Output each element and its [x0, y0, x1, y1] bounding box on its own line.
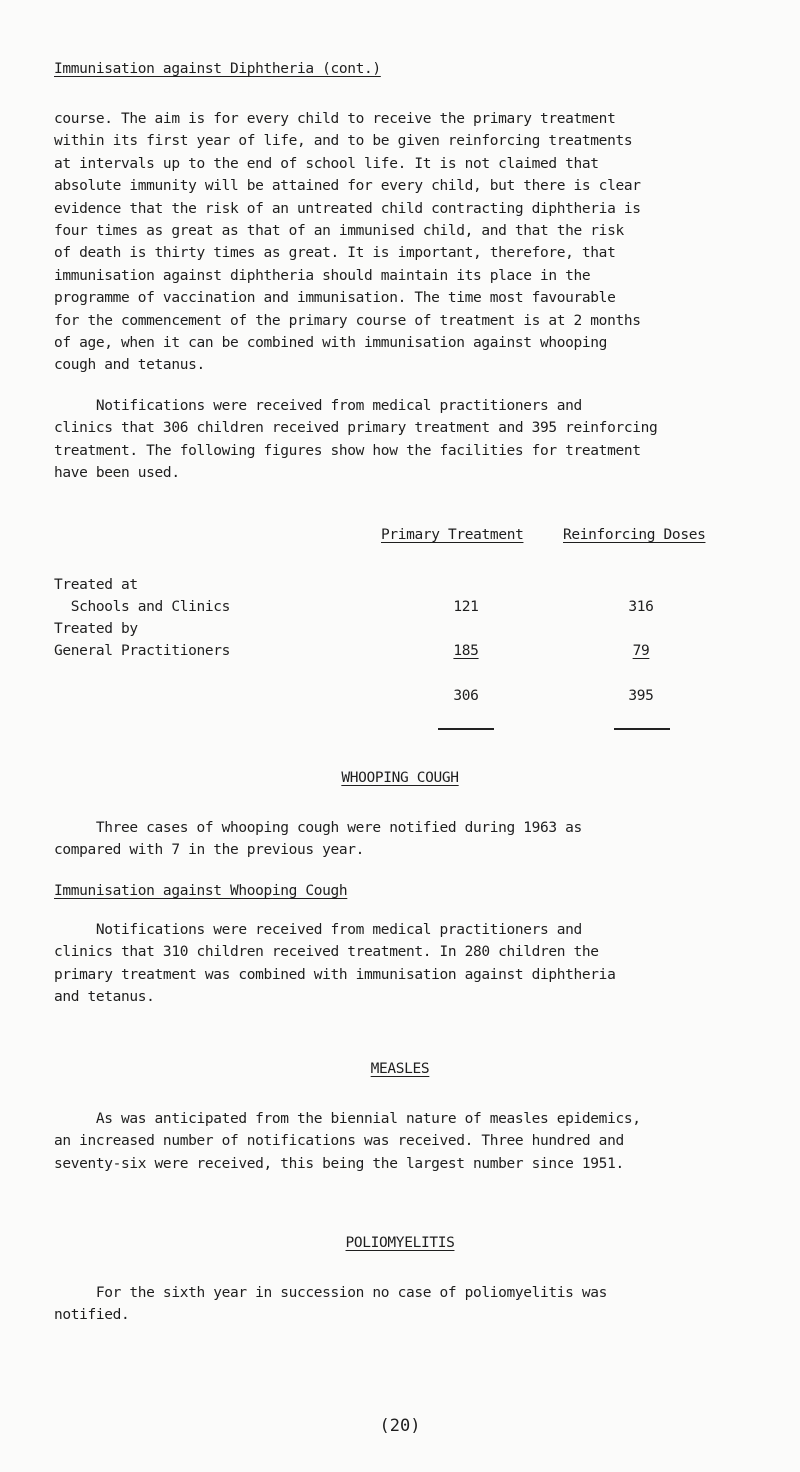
text-line: evidence that the risk of an untreated child contracting diphtheria is: [54, 200, 641, 217]
text-line: at intervals up to the end of school life. It is not claimed that: [54, 155, 599, 172]
text-line: seventy-six were received, this being the largest number since 1951.: [54, 1155, 624, 1172]
text-line: absolute immunity will be attained for every child, but there is clear: [54, 178, 641, 195]
cell-reinforcing: 79: [632, 643, 650, 659]
total-reinforcing: 395: [628, 688, 654, 704]
text-line: compared with 7 in the previous year.: [54, 842, 365, 859]
column-header-reinforcing: Reinforcing Doses: [563, 527, 706, 543]
text-line: cough and tetanus.: [54, 357, 205, 374]
text-line: for the commencement of the primary course of treatment is at 2 months: [54, 312, 641, 329]
column-header-primary: Primary Treatment: [381, 527, 524, 543]
text-line: Notifications were received from medical practitioners and: [54, 398, 582, 414]
cell-primary: 121: [453, 599, 479, 615]
text-line: have been used.: [54, 465, 180, 482]
text-line: course. The aim is for every child to receive the primary treatment: [54, 111, 616, 127]
text-line: For the sixth year in succession no case of poliomyelitis was: [54, 1285, 608, 1301]
cell-primary: 185: [453, 643, 479, 659]
text-line: Three cases of whooping cough were notified during 1963 as: [54, 820, 582, 836]
text-line: As was anticipated from the biennial nature of measles epidemics,: [54, 1111, 641, 1127]
text-line: of age, when it can be combined with immunisation against whooping: [54, 335, 608, 351]
row-label-line: Treated by: [54, 621, 138, 637]
row-label-line: Treated at: [54, 577, 138, 593]
page-number: (20): [379, 1416, 421, 1436]
total-primary: 306: [453, 688, 479, 704]
section-heading-measles: MEASLES: [370, 1061, 430, 1077]
row-label-line: General Practitioners: [54, 643, 230, 659]
text-line: immunisation against diphtheria should maintain its place in the: [54, 267, 591, 284]
text-line: clinics that 306 children received primary treatment and 395 reinforcing: [54, 420, 658, 437]
text-line: and tetanus.: [54, 989, 155, 1006]
section-heading-poliomyelitis: POLIOMYELITIS: [345, 1235, 455, 1251]
section-heading-whooping-cough: WHOOPING COUGH: [341, 770, 459, 786]
continuation-heading: Immunisation against Diphtheria (cont.): [54, 61, 381, 77]
text-line: clinics that 310 children received treatment. In 280 children the: [54, 944, 599, 961]
sub-heading-whooping-immunisation: Immunisation against Whooping Cough: [54, 883, 348, 899]
text-line: an increased number of notifications was received. Three hundred and: [54, 1133, 624, 1150]
text-line: within its first year of life, and to be given reinforcing treatments: [54, 133, 633, 150]
text-line: treatment. The following figures show how the facilities for treatment: [54, 442, 641, 459]
text-line: four times as great as that of an immunised child, and that the risk: [54, 223, 624, 239]
text-line: programme of vaccination and immunisation. The time most favourable: [54, 290, 616, 307]
text-line: of death is thirty times as great. It is important, therefore, that: [54, 245, 616, 262]
total-rule: [438, 728, 494, 730]
cell-reinforcing: 316: [628, 599, 654, 615]
row-label-line: Schools and Clinics: [54, 599, 230, 615]
text-line: Notifications were received from medical practitioners and: [54, 922, 582, 938]
total-rule: [614, 728, 670, 730]
text-line: primary treatment was combined with immunisation against diphtheria: [54, 966, 616, 983]
text-line: notified.: [54, 1307, 130, 1324]
